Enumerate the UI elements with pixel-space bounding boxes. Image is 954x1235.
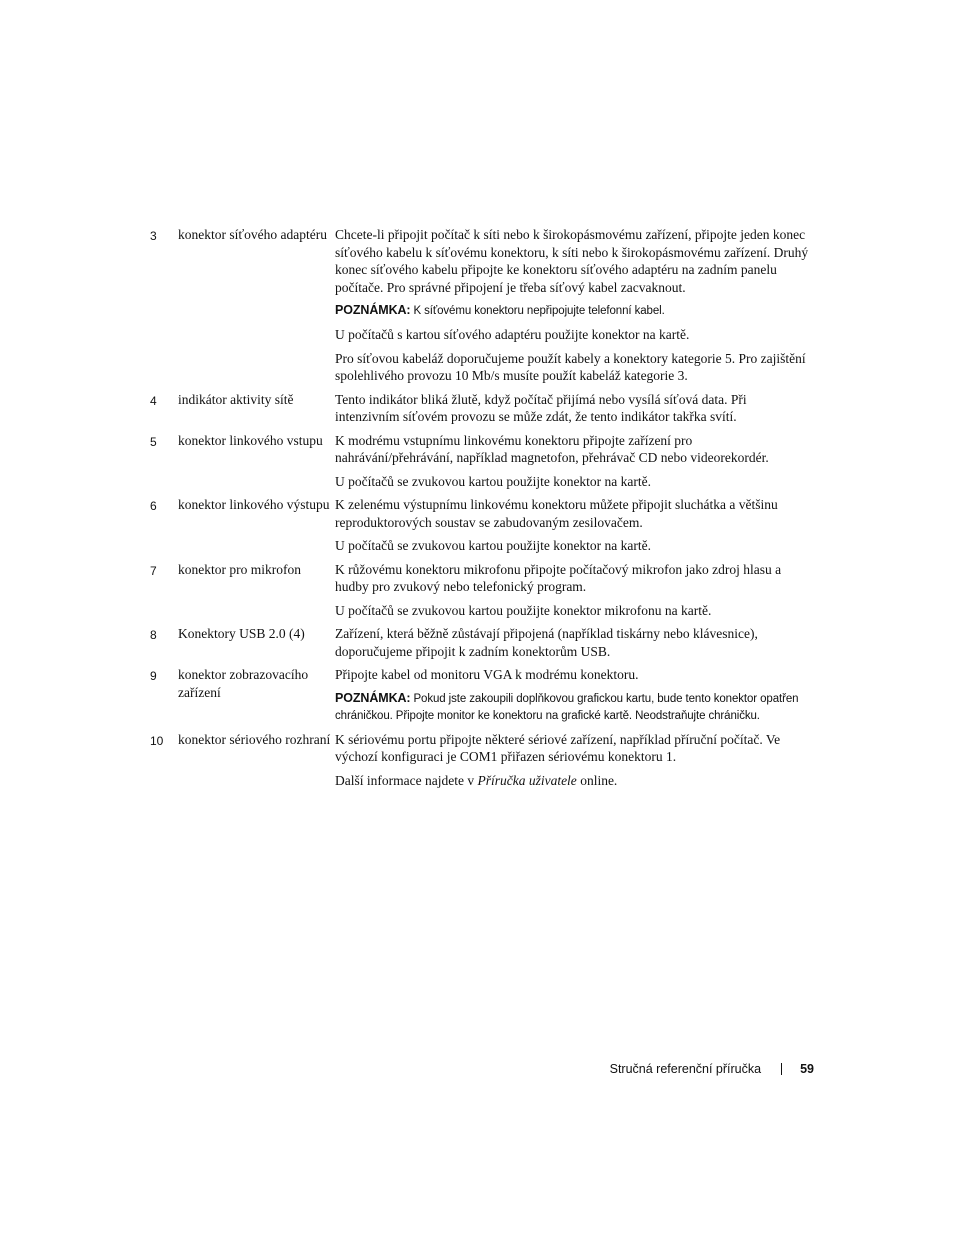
- description-paragraph: K zelenému výstupnímu linkovému konektoru můžete připojit sluchátka a většinu reproduktorových soustav se zabudovaným zesilovačem.: [335, 497, 778, 530]
- row-number: 9: [150, 669, 157, 683]
- footer-title: Stručná referenční příručka: [609, 1062, 762, 1076]
- row-description: [335, 226, 812, 391]
- connector-table: [150, 226, 812, 795]
- table-row: [150, 625, 812, 666]
- row-description: [335, 391, 812, 432]
- row-label: konektor linkového výstupu: [178, 497, 330, 512]
- row-number: 10: [150, 733, 164, 748]
- row-description: [335, 432, 812, 497]
- table-row: [150, 666, 812, 731]
- description-paragraph: U počítačů s kartou síťového adaptéru použijte konektor na kartě.: [335, 327, 690, 342]
- note: [335, 302, 812, 320]
- table-row: [150, 391, 812, 432]
- row-label: indikátor aktivity sítě: [178, 391, 294, 407]
- table-row: [150, 561, 812, 626]
- description-paragraph: U počítačů se zvukovou kartou použijte konektor mikrofonu na kartě.: [335, 602, 712, 618]
- row-label: konektor sériového rozhraní: [178, 731, 331, 747]
- description-paragraph: K modrému vstupnímu linkovému konektoru připojte zařízení pro nahrávání/přehrávání, například magnetofon, přehrávač CD nebo videorekordér.: [335, 432, 769, 465]
- note-text: K síťovému konektoru nepřipojujte telefonní kabel.: [413, 305, 665, 317]
- row-number: 7: [150, 563, 157, 578]
- description-paragraph: K růžovému konektoru mikrofonu připojte počítačový mikrofon jako zdroj hlasu a hudby pro zvukový nebo telefonický program.: [335, 561, 782, 594]
- description-paragraph: Chcete-li připojit počítač k síti nebo k širokopásmovému zařízení, připojte jeden konec síťového kabelu k síťovému konektoru, k síti nebo k širokopásmovému zařízení. Druhý konec síťového kabelu připojte ke konektoru síťového adaptéru na zadním panelu počítače. Pro správné připojení je třeba síťový kabel zacvaknout.: [335, 227, 809, 295]
- table-row: [150, 432, 812, 497]
- row-label: Konektory USB 2.0 (4): [178, 626, 305, 641]
- row-number: 6: [150, 499, 157, 513]
- page-number: 59: [800, 1062, 814, 1076]
- row-description: [335, 625, 812, 666]
- note-label: POZNÁMKA:: [335, 303, 411, 317]
- row-number: 4: [150, 393, 157, 408]
- row-label: konektor zobrazovacího zařízení: [178, 667, 309, 700]
- page-footer: [610, 1062, 814, 1076]
- row-number: 8: [150, 628, 157, 642]
- text-prefix: Další informace najdete v: [335, 772, 478, 788]
- table-row: [150, 226, 812, 391]
- footer-divider: [781, 1063, 782, 1075]
- description-paragraph: Pro síťovou kabeláž doporučujeme použít kabely a konektory kategorie 5. Pro zajištění spolehlivého provozu 10 Mb/s musíte použít kabeláž kategorie 3.: [335, 350, 806, 383]
- note-label: POZNÁMKA:: [335, 690, 411, 705]
- table-row: [150, 731, 812, 796]
- note: [335, 690, 812, 725]
- note-text: Pokud jste zakoupili doplňkovou grafickou kartu, bude tento konektor opatřen chráničkou. Připojte monitor ke konektoru na grafické kartě. Neodstraňujte chráničku.: [335, 692, 799, 722]
- row-description: [335, 561, 812, 626]
- row-label: konektor síťového adaptéru: [178, 227, 327, 242]
- row-number: 5: [150, 434, 157, 449]
- description-paragraph: K sériovému portu připojte některé sériové zařízení, například příruční počítač. Ve výchozí konfiguraci je COM1 přiřazen sériovému konektoru 1.: [335, 731, 781, 764]
- manual-title: Příručka uživatele: [477, 772, 577, 788]
- text-suffix: online.: [576, 772, 618, 788]
- description-paragraph: Tento indikátor bliká žlutě, když počítač přijímá nebo vysílá síťová data. Při intenzivním síťovém provozu se může zdát, že tento indikátor takřka svítí.: [335, 391, 747, 424]
- row-description: [335, 731, 812, 796]
- row-label: konektor pro mikrofon: [178, 561, 301, 577]
- description-paragraph: Připojte kabel od monitoru VGA k modrému konektoru.: [335, 667, 639, 682]
- row-label: konektor linkového vstupu: [178, 432, 323, 448]
- row-number: 3: [150, 229, 157, 243]
- table-row: [150, 496, 812, 561]
- row-description: [335, 496, 812, 561]
- description-paragraph: U počítačů se zvukovou kartou použijte konektor na kartě.: [335, 473, 652, 489]
- description-paragraph: Zařízení, která běžně zůstávají připojená (například tiskárny nebo klávesnice), doporučujeme připojit k zadním konektorům USB.: [335, 626, 758, 659]
- description-paragraph: [335, 772, 812, 790]
- description-paragraph: U počítačů se zvukovou kartou použijte konektor na kartě.: [335, 538, 652, 553]
- row-description: [335, 666, 812, 731]
